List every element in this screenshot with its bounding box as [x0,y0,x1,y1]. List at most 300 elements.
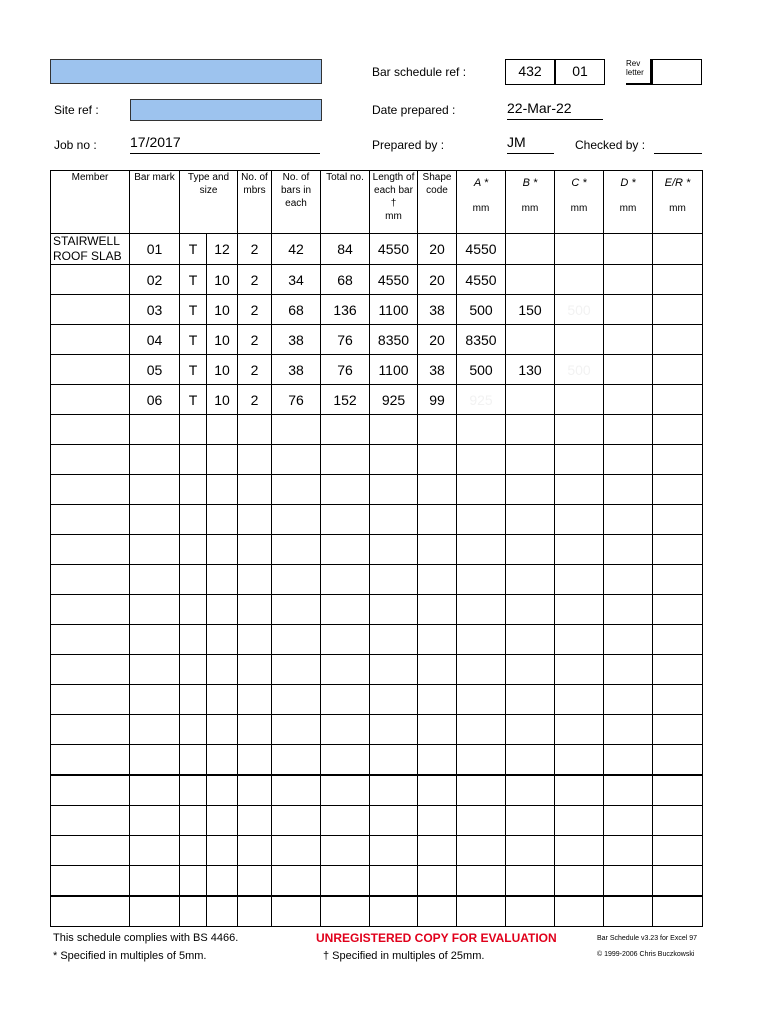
shape-code-cell[interactable]: 20 [418,325,457,355]
b-dim-cell[interactable] [506,535,555,565]
no-mbrs-cell[interactable] [238,445,272,475]
a-dim-cell[interactable]: 500 [457,295,506,325]
a-dim-cell[interactable] [457,715,506,745]
size-cell[interactable] [207,445,238,475]
b-dim-cell[interactable] [506,806,555,836]
shape-code-cell[interactable] [418,655,457,685]
size-cell[interactable] [207,866,238,897]
bar-mark-cell[interactable] [130,866,180,897]
bar-mark-cell[interactable]: 06 [130,385,180,415]
total-no-cell[interactable]: 68 [321,265,370,295]
size-cell[interactable]: 10 [207,265,238,295]
bar-mark-cell[interactable] [130,415,180,445]
length-cell[interactable] [370,505,418,535]
bar-mark-cell[interactable] [130,655,180,685]
a-dim-cell[interactable] [457,655,506,685]
bar-mark-cell[interactable] [130,445,180,475]
c-dim-cell[interactable] [555,595,604,625]
length-cell[interactable] [370,565,418,595]
c-dim-cell[interactable] [555,385,604,415]
bar-schedule-ref-part1[interactable]: 432 [505,59,555,85]
size-cell[interactable] [207,415,238,445]
length-cell[interactable]: 4550 [370,234,418,265]
type-cell[interactable] [180,866,207,897]
shape-code-cell[interactable] [418,836,457,866]
c-dim-cell[interactable] [555,655,604,685]
no-mbrs-cell[interactable]: 2 [238,265,272,295]
d-dim-cell[interactable] [604,265,653,295]
member-cell[interactable] [51,595,130,625]
job-no-field[interactable]: 17/2017 [130,134,320,154]
member-cell[interactable] [51,265,130,295]
total-no-cell[interactable] [321,896,370,927]
er-dim-cell[interactable] [653,595,703,625]
b-dim-cell[interactable] [506,866,555,897]
type-cell[interactable] [180,896,207,927]
er-dim-cell[interactable] [653,655,703,685]
no-bars-cell[interactable] [272,535,321,565]
a-dim-cell[interactable] [457,505,506,535]
a-dim-cell[interactable]: 4550 [457,234,506,265]
rev-letter-field[interactable] [652,59,702,85]
size-cell[interactable] [207,475,238,505]
b-dim-cell[interactable] [506,775,555,806]
no-bars-cell[interactable] [272,445,321,475]
length-cell[interactable] [370,595,418,625]
member-cell[interactable] [51,295,130,325]
shape-code-cell[interactable] [418,685,457,715]
a-dim-cell[interactable] [457,535,506,565]
type-cell[interactable] [180,505,207,535]
no-mbrs-cell[interactable]: 2 [238,385,272,415]
er-dim-cell[interactable] [653,806,703,836]
length-cell[interactable]: 1100 [370,355,418,385]
total-no-cell[interactable] [321,565,370,595]
member-cell[interactable] [51,806,130,836]
shape-code-cell[interactable] [418,775,457,806]
no-mbrs-cell[interactable] [238,595,272,625]
total-no-cell[interactable] [321,415,370,445]
length-cell[interactable] [370,625,418,655]
shape-code-cell[interactable] [418,595,457,625]
size-cell[interactable] [207,836,238,866]
d-dim-cell[interactable] [604,806,653,836]
member-cell[interactable] [51,325,130,355]
d-dim-cell[interactable] [604,836,653,866]
c-dim-cell[interactable] [555,745,604,776]
er-dim-cell[interactable] [653,234,703,265]
er-dim-cell[interactable] [653,265,703,295]
b-dim-cell[interactable] [506,385,555,415]
shape-code-cell[interactable] [418,475,457,505]
shape-code-cell[interactable] [418,565,457,595]
no-bars-cell[interactable] [272,866,321,897]
bar-mark-cell[interactable] [130,806,180,836]
b-dim-cell[interactable] [506,896,555,927]
a-dim-cell[interactable]: 8350 [457,325,506,355]
total-no-cell[interactable] [321,866,370,897]
member-cell[interactable] [51,745,130,776]
a-dim-cell[interactable] [457,775,506,806]
length-cell[interactable] [370,475,418,505]
no-bars-cell[interactable] [272,595,321,625]
no-bars-cell[interactable] [272,715,321,745]
type-cell[interactable]: T [180,265,207,295]
length-cell[interactable] [370,896,418,927]
c-dim-cell[interactable] [555,685,604,715]
type-cell[interactable] [180,806,207,836]
no-mbrs-cell[interactable] [238,565,272,595]
no-bars-cell[interactable] [272,745,321,776]
er-dim-cell[interactable] [653,295,703,325]
total-no-cell[interactable] [321,715,370,745]
no-mbrs-cell[interactable] [238,836,272,866]
project-title-field[interactable] [50,59,322,84]
er-dim-cell[interactable] [653,535,703,565]
bar-mark-cell[interactable] [130,505,180,535]
length-cell[interactable] [370,836,418,866]
shape-code-cell[interactable] [418,866,457,897]
c-dim-cell[interactable] [555,625,604,655]
c-dim-cell[interactable] [555,535,604,565]
type-cell[interactable] [180,836,207,866]
c-dim-cell[interactable] [555,234,604,265]
total-no-cell[interactable] [321,806,370,836]
checked-by-field[interactable] [654,134,702,154]
no-mbrs-cell[interactable] [238,475,272,505]
er-dim-cell[interactable] [653,685,703,715]
member-cell[interactable] [51,505,130,535]
total-no-cell[interactable] [321,595,370,625]
a-dim-cell[interactable] [457,625,506,655]
a-dim-cell[interactable]: 4550 [457,265,506,295]
a-dim-cell[interactable] [457,745,506,776]
no-bars-cell[interactable]: 76 [272,385,321,415]
total-no-cell[interactable] [321,445,370,475]
size-cell[interactable] [207,806,238,836]
total-no-cell[interactable]: 136 [321,295,370,325]
d-dim-cell[interactable] [604,896,653,927]
no-mbrs-cell[interactable] [238,896,272,927]
er-dim-cell[interactable] [653,896,703,927]
d-dim-cell[interactable] [604,775,653,806]
site-ref-field[interactable] [130,99,322,121]
bar-mark-cell[interactable] [130,685,180,715]
size-cell[interactable] [207,505,238,535]
no-mbrs-cell[interactable] [238,685,272,715]
er-dim-cell[interactable] [653,625,703,655]
total-no-cell[interactable] [321,505,370,535]
type-cell[interactable] [180,745,207,776]
b-dim-cell[interactable] [506,505,555,535]
c-dim-cell[interactable] [555,325,604,355]
er-dim-cell[interactable] [653,355,703,385]
member-cell[interactable] [51,775,130,806]
d-dim-cell[interactable] [604,595,653,625]
size-cell[interactable] [207,655,238,685]
b-dim-cell[interactable] [506,625,555,655]
d-dim-cell[interactable] [604,234,653,265]
er-dim-cell[interactable] [653,715,703,745]
er-dim-cell[interactable] [653,866,703,897]
bar-schedule-ref-part2[interactable]: 01 [555,59,605,85]
no-mbrs-cell[interactable]: 2 [238,234,272,265]
b-dim-cell[interactable] [506,475,555,505]
total-no-cell[interactable] [321,655,370,685]
shape-code-cell[interactable]: 20 [418,265,457,295]
type-cell[interactable] [180,775,207,806]
a-dim-cell[interactable] [457,685,506,715]
no-bars-cell[interactable]: 38 [272,355,321,385]
no-bars-cell[interactable] [272,685,321,715]
shape-code-cell[interactable]: 99 [418,385,457,415]
shape-code-cell[interactable] [418,715,457,745]
type-cell[interactable] [180,415,207,445]
er-dim-cell[interactable] [653,745,703,776]
bar-mark-cell[interactable] [130,565,180,595]
c-dim-cell[interactable] [555,896,604,927]
b-dim-cell[interactable] [506,265,555,295]
d-dim-cell[interactable] [604,475,653,505]
b-dim-cell[interactable] [506,836,555,866]
c-dim-cell[interactable] [555,415,604,445]
length-cell[interactable] [370,685,418,715]
length-cell[interactable] [370,806,418,836]
size-cell[interactable]: 10 [207,385,238,415]
member-cell[interactable] [51,475,130,505]
total-no-cell[interactable] [321,625,370,655]
shape-code-cell[interactable]: 20 [418,234,457,265]
length-cell[interactable] [370,715,418,745]
a-dim-cell[interactable]: 925 [457,385,506,415]
er-dim-cell[interactable] [653,385,703,415]
c-dim-cell[interactable] [555,866,604,897]
d-dim-cell[interactable] [604,655,653,685]
d-dim-cell[interactable] [604,385,653,415]
no-mbrs-cell[interactable] [238,655,272,685]
shape-code-cell[interactable] [418,625,457,655]
b-dim-cell[interactable] [506,234,555,265]
member-cell[interactable] [51,445,130,475]
b-dim-cell[interactable] [506,595,555,625]
b-dim-cell[interactable] [506,715,555,745]
type-cell[interactable] [180,715,207,745]
shape-code-cell[interactable]: 38 [418,355,457,385]
no-mbrs-cell[interactable] [238,535,272,565]
type-cell[interactable]: T [180,385,207,415]
a-dim-cell[interactable]: 500 [457,355,506,385]
member-cell[interactable] [51,685,130,715]
no-mbrs-cell[interactable] [238,625,272,655]
length-cell[interactable]: 1100 [370,295,418,325]
b-dim-cell[interactable] [506,565,555,595]
d-dim-cell[interactable] [604,355,653,385]
shape-code-cell[interactable] [418,896,457,927]
member-cell[interactable] [51,565,130,595]
member-cell[interactable] [51,896,130,927]
no-mbrs-cell[interactable]: 2 [238,325,272,355]
a-dim-cell[interactable] [457,595,506,625]
length-cell[interactable] [370,745,418,776]
d-dim-cell[interactable] [604,866,653,897]
no-bars-cell[interactable]: 42 [272,234,321,265]
er-dim-cell[interactable] [653,836,703,866]
size-cell[interactable] [207,625,238,655]
bar-mark-cell[interactable] [130,836,180,866]
no-bars-cell[interactable] [272,775,321,806]
member-cell[interactable] [51,385,130,415]
bar-mark-cell[interactable]: 05 [130,355,180,385]
a-dim-cell[interactable] [457,896,506,927]
bar-mark-cell[interactable] [130,475,180,505]
size-cell[interactable] [207,745,238,776]
size-cell[interactable] [207,715,238,745]
shape-code-cell[interactable] [418,806,457,836]
member-cell[interactable] [51,355,130,385]
no-mbrs-cell[interactable] [238,415,272,445]
total-no-cell[interactable] [321,745,370,776]
no-bars-cell[interactable] [272,475,321,505]
member-cell[interactable] [51,415,130,445]
type-cell[interactable]: T [180,325,207,355]
d-dim-cell[interactable] [604,295,653,325]
bar-mark-cell[interactable] [130,715,180,745]
b-dim-cell[interactable] [506,415,555,445]
d-dim-cell[interactable] [604,745,653,776]
shape-code-cell[interactable]: 38 [418,295,457,325]
no-mbrs-cell[interactable] [238,745,272,776]
total-no-cell[interactable]: 152 [321,385,370,415]
c-dim-cell[interactable] [555,775,604,806]
bar-mark-cell[interactable] [130,775,180,806]
size-cell[interactable] [207,685,238,715]
b-dim-cell[interactable]: 130 [506,355,555,385]
d-dim-cell[interactable] [604,325,653,355]
size-cell[interactable] [207,565,238,595]
no-bars-cell[interactable] [272,655,321,685]
a-dim-cell[interactable] [457,806,506,836]
size-cell[interactable]: 10 [207,295,238,325]
type-cell[interactable] [180,655,207,685]
er-dim-cell[interactable] [653,775,703,806]
bar-mark-cell[interactable] [130,896,180,927]
c-dim-cell[interactable] [555,475,604,505]
er-dim-cell[interactable] [653,565,703,595]
a-dim-cell[interactable] [457,445,506,475]
er-dim-cell[interactable] [653,475,703,505]
bar-mark-cell[interactable]: 01 [130,234,180,265]
type-cell[interactable] [180,595,207,625]
member-cell[interactable] [51,866,130,897]
no-mbrs-cell[interactable] [238,505,272,535]
bar-mark-cell[interactable] [130,625,180,655]
length-cell[interactable] [370,655,418,685]
type-cell[interactable] [180,625,207,655]
date-prepared-field[interactable]: 22-Mar-22 [507,100,603,120]
d-dim-cell[interactable] [604,415,653,445]
no-bars-cell[interactable] [272,565,321,595]
type-cell[interactable] [180,685,207,715]
b-dim-cell[interactable] [506,325,555,355]
a-dim-cell[interactable] [457,475,506,505]
er-dim-cell[interactable] [653,505,703,535]
length-cell[interactable] [370,415,418,445]
d-dim-cell[interactable] [604,625,653,655]
type-cell[interactable] [180,445,207,475]
er-dim-cell[interactable] [653,415,703,445]
size-cell[interactable]: 10 [207,355,238,385]
length-cell[interactable] [370,445,418,475]
member-cell[interactable] [51,836,130,866]
no-bars-cell[interactable] [272,836,321,866]
d-dim-cell[interactable] [604,445,653,475]
shape-code-cell[interactable] [418,745,457,776]
total-no-cell[interactable] [321,535,370,565]
type-cell[interactable]: T [180,295,207,325]
length-cell[interactable] [370,775,418,806]
bar-mark-cell[interactable]: 04 [130,325,180,355]
no-mbrs-cell[interactable] [238,715,272,745]
c-dim-cell[interactable] [555,265,604,295]
no-bars-cell[interactable]: 34 [272,265,321,295]
b-dim-cell[interactable] [506,445,555,475]
d-dim-cell[interactable] [604,535,653,565]
no-bars-cell[interactable] [272,505,321,535]
member-cell[interactable] [51,715,130,745]
member-cell[interactable] [51,535,130,565]
total-no-cell[interactable] [321,685,370,715]
d-dim-cell[interactable] [604,715,653,745]
c-dim-cell[interactable] [555,445,604,475]
size-cell[interactable] [207,775,238,806]
d-dim-cell[interactable] [604,505,653,535]
shape-code-cell[interactable] [418,505,457,535]
total-no-cell[interactable]: 84 [321,234,370,265]
no-bars-cell[interactable] [272,415,321,445]
size-cell[interactable]: 10 [207,325,238,355]
shape-code-cell[interactable] [418,445,457,475]
size-cell[interactable]: 12 [207,234,238,265]
b-dim-cell[interactable] [506,655,555,685]
a-dim-cell[interactable] [457,836,506,866]
c-dim-cell[interactable] [555,806,604,836]
total-no-cell[interactable]: 76 [321,325,370,355]
b-dim-cell[interactable]: 150 [506,295,555,325]
length-cell[interactable] [370,866,418,897]
size-cell[interactable] [207,595,238,625]
a-dim-cell[interactable] [457,866,506,897]
c-dim-cell[interactable]: 500 [555,295,604,325]
length-cell[interactable]: 8350 [370,325,418,355]
no-mbrs-cell[interactable]: 2 [238,355,272,385]
a-dim-cell[interactable] [457,565,506,595]
member-cell[interactable] [51,655,130,685]
c-dim-cell[interactable] [555,715,604,745]
total-no-cell[interactable]: 76 [321,355,370,385]
shape-code-cell[interactable] [418,415,457,445]
length-cell[interactable] [370,535,418,565]
type-cell[interactable]: T [180,355,207,385]
d-dim-cell[interactable] [604,565,653,595]
size-cell[interactable] [207,896,238,927]
no-mbrs-cell[interactable] [238,866,272,897]
no-mbrs-cell[interactable]: 2 [238,295,272,325]
type-cell[interactable] [180,565,207,595]
no-bars-cell[interactable]: 38 [272,325,321,355]
er-dim-cell[interactable] [653,325,703,355]
bar-mark-cell[interactable] [130,535,180,565]
a-dim-cell[interactable] [457,415,506,445]
